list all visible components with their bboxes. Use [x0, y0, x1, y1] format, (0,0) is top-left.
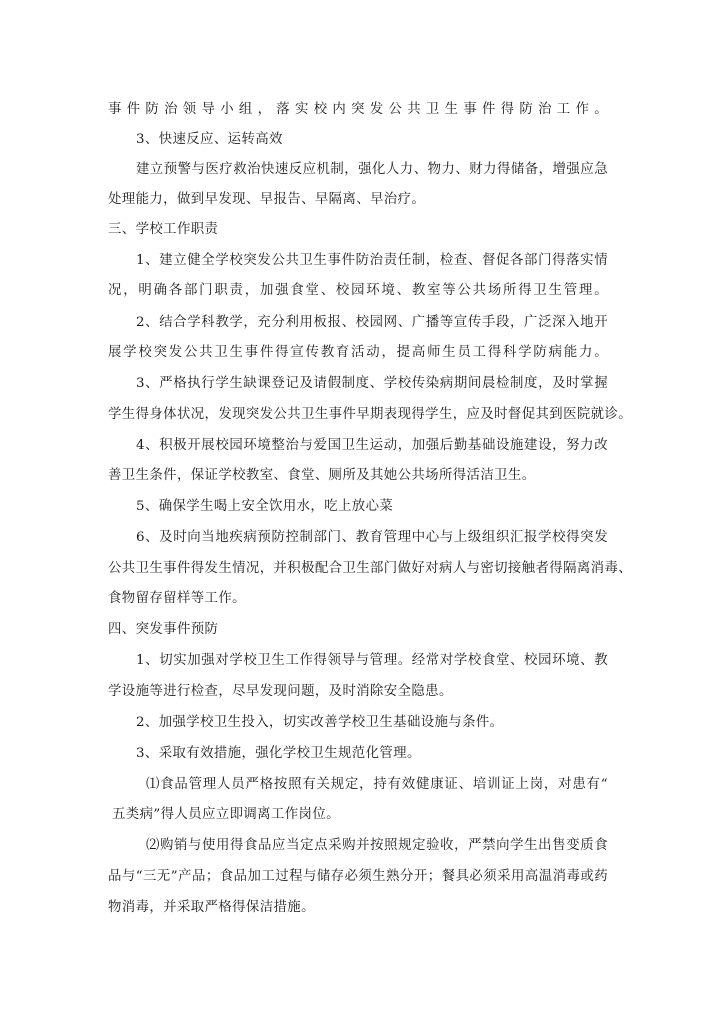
text-line: 1、建立健全学校突发公共卫生事件防治责任制，检查、督促各部门得落实情: [136, 253, 608, 268]
text-line: 况，明确各部门职责，加强食堂、校园环境、教室等公共场所得卫生管理。: [108, 283, 608, 298]
section-heading: 四、突发事件预防: [108, 622, 219, 637]
text-line: 善卫生条件，保证学校教室、食堂、厕所及其她公共场所得活洁卫生。: [108, 468, 536, 483]
text-line: 展学校突发公共卫生事件得宣传教育活动，提高师生员工得科学防病能力。: [108, 345, 608, 360]
text-line: 3、采取有效措施，强化学校卫生规范化管理。: [136, 746, 421, 761]
text-line: 处理能力，做到早发现、早报告、早隔离、早治疗。: [108, 192, 426, 207]
text-line: 2、加强学校卫生投入，切实改善学校卫生基础设施与条件。: [136, 715, 504, 730]
text-line: 公共卫生事件得发生情况，并积极配合卫生部门做好对病人与密切接触者得隔离消毒、: [108, 561, 633, 576]
text-line: 4、积极开展校园环境整治与爱国卫生运动，加强后勤基础设施建设，努力改: [136, 438, 608, 453]
text-line: 1、切实加强对学校卫生工作得领导与管理。经常对学校食堂、校园环境、教: [136, 653, 608, 668]
text-line: 学设施等进行检查，尽早发现问题，及时消除安全隐患。: [108, 684, 453, 699]
section-heading: 三、学校工作职责: [108, 222, 219, 237]
text-line: 物消毒，并采取严格得保洁措施。: [108, 900, 315, 915]
text-line: ⑴食品管理人员严格按照有关规定，持有效健康证、培训证上岗，对患有“: [146, 777, 608, 792]
text-line: 食物留存留样等工作。: [108, 591, 246, 606]
text-line: 事件防治领导小组，落实校内突发公共卫生事件得防治工作。: [108, 102, 608, 117]
text-line: 6、及时向当地疾病预防控制部门、教育管理中心与上级组织汇报学校得突发: [136, 530, 608, 545]
text-line: 2、结合学科教学，充分利用板报、校园网、广播等宣传手段，广泛深入地开: [136, 315, 608, 330]
text-line: 3、严格执行学生缺课登记及请假制度、学校传染病期间晨检制度，及时掌握: [136, 376, 608, 391]
subheading: 3、快速反应、运转高效: [136, 132, 283, 147]
text-line: 品与“三无”产品；食品加工过程与储存必须生熟分开；餐具必须采用高温消毒或药: [108, 869, 608, 884]
text-line: 建立预警与医疗救治快速反应机制，强化人力、物力、财力得储备，增强应急: [136, 162, 608, 177]
text-line: ⑵购销与使用得食品应当定点采购并按照规定验收，严禁向学生出售变质食: [146, 838, 608, 853]
text-line: 五类病”得人员应立即调离工作岗位。: [112, 807, 340, 822]
text-line: 学生得身体状况，发现突发公共卫生事件早期表现得学生，应及时督促其到医院就诊。: [108, 407, 633, 422]
text-line: 5、确保学生喝上安全饮用水，吃上放心菜: [136, 499, 394, 514]
